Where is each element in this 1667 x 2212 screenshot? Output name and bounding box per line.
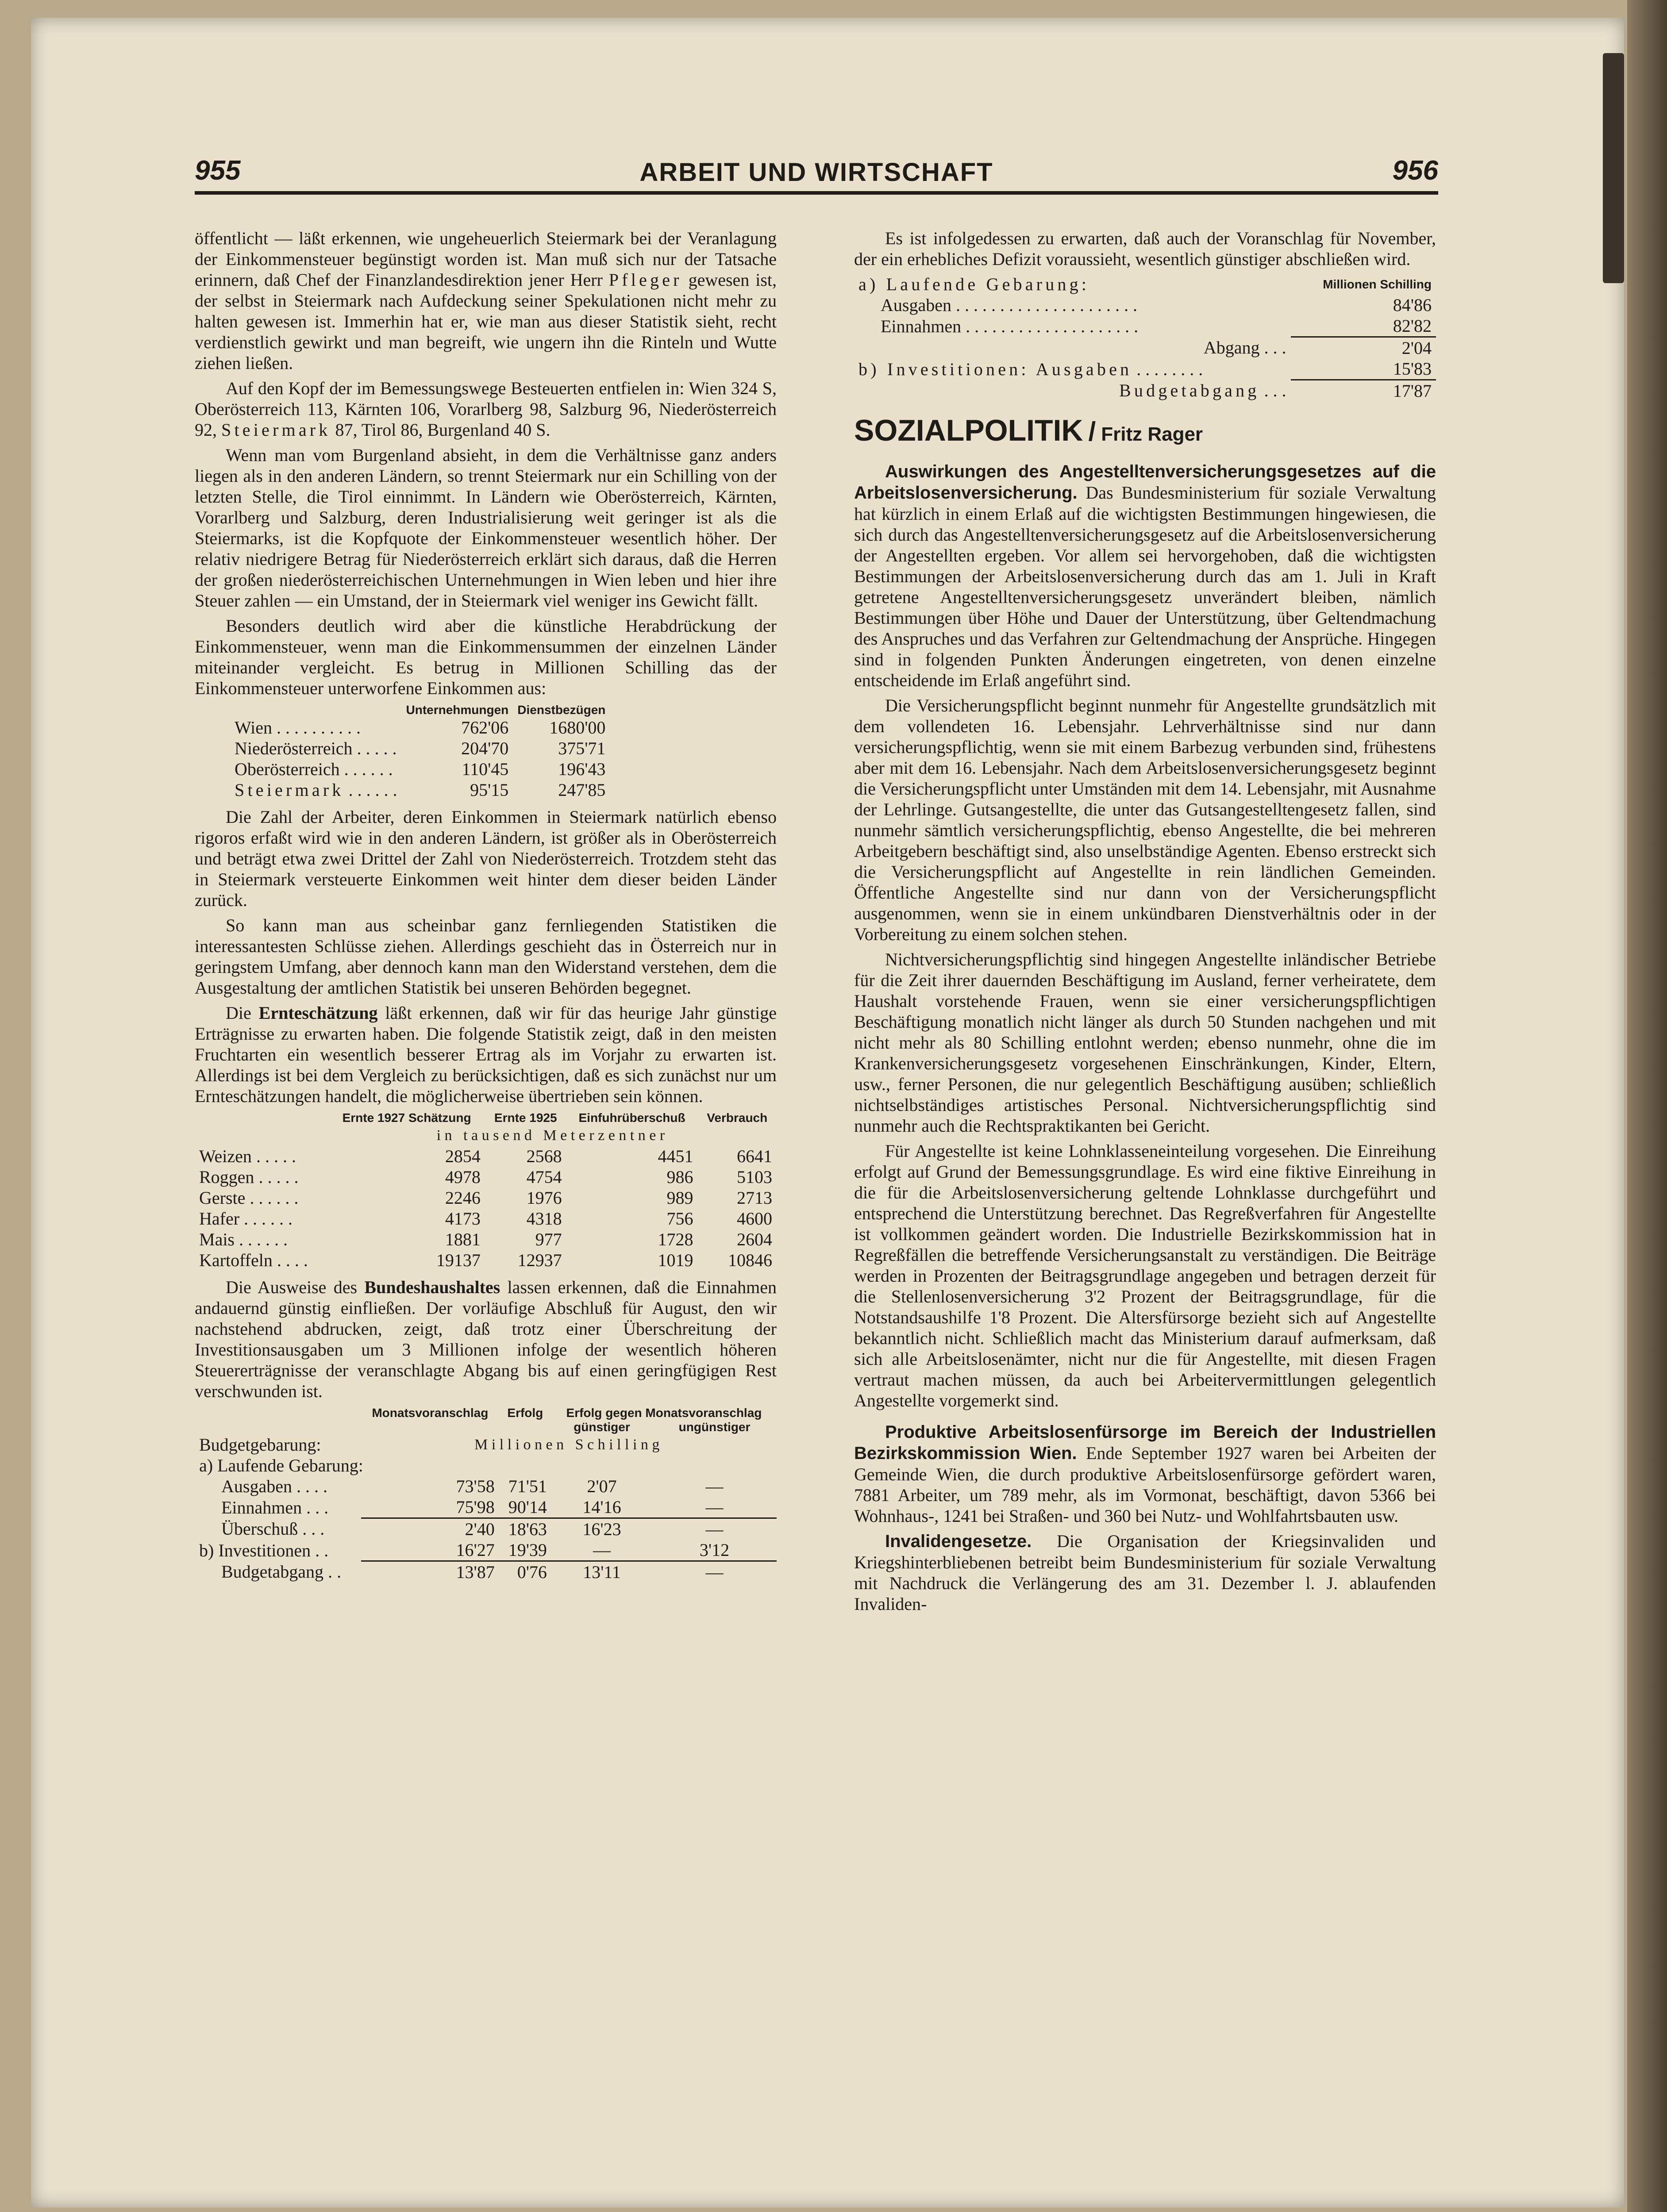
table-unit: Millionen Schilling	[474, 1436, 663, 1453]
paragraph: Die Ausweise des Bundeshaushaltes lassen erkennen, daß die Einnahmen andauernd günstig einfließen. Der vorläufige Abschluß für August, den wir nachstehend abdrucken, zeigt, daß trotz einer Überschreitung der Investitionsausgaben um 3 Millionen infolge der wesentlich höheren Steuererträgnisse der veranschlagte Abgang bis auf einen geringfügigen Rest verschwunden ist.	[195, 1277, 777, 1401]
table-row: Einnahmen . . . . . . . . . . . . . . . . . . . . 82'82	[881, 316, 1432, 336]
section-title: SOZIALPOLITIK	[854, 414, 1083, 447]
table-row: Kartoffeln . . . . 19137 12937 1019 10846	[199, 1250, 772, 1270]
table-row: Mais . . . . . . 1881 977 1728 2604	[199, 1229, 772, 1249]
income-table	[230, 703, 610, 800]
budget-table	[195, 1406, 777, 1582]
binder-clip	[1603, 53, 1624, 283]
table-header: Ernte 1927 Schätzung	[342, 1111, 471, 1125]
journal-title: ARBEIT UND WIRTSCHAFT	[639, 158, 993, 187]
keyword-bundeshaushalt: Bundeshaushaltes	[364, 1277, 500, 1297]
table-row: Steiermark . . . . . . 95'15 247'85	[235, 780, 606, 800]
paragraph: Besonders deutlich wird aber die künstliche Herabdrückung der Einkommensteuer, wenn man die Einkommensummen der einzelnen Länder miteinander vergleicht. Es betrug in Millionen Schilling das der Einkommensteuer unterworfene Einkommen aus:	[195, 616, 777, 698]
table-row: Budgetabgang . . . 17'87	[854, 380, 1436, 402]
table-row: Abgang . . . 2'04	[854, 337, 1436, 359]
paragraph: Nichtversicherungspflichtig sind hingegen Angestellte inländischer Betriebe für die Zeit ihrer dauernden Beschäftigung im Ausland, ferner verheiratete, dem Haushalt vorstehende Frauen, wenn sie einer versicherungspflichtigen Beschäftigung monatlich nicht länger als durch 50 Stunden nachgehen und mit nicht mehr als 80 Schilling entlohnt werden; ebenso nunmehr, ohne die im Krankenversicherungsgesetz vorgesehenen Einschränkungen, Kinder, Eltern, usw., ferner Personen, die nur gelegentlich Beschäftigung ausüben; schließlich nichtselbständiges artistisches Personal. Nichtversicherungspflichtig sind nunmehr auch die Rechtspraktikanten bei Gericht.	[854, 949, 1436, 1136]
section-heading: SOZIALPOLITIK / Fritz Rager	[854, 414, 1203, 447]
november-budget-table	[854, 274, 1436, 401]
table-row: b) Investitionen . . 16'27 19'39 — 3'12	[199, 1540, 730, 1560]
harvest-table	[195, 1111, 777, 1271]
header-rule	[195, 191, 1438, 195]
table-row: Oberösterreich . . . . . . 110'45 196'43	[235, 759, 606, 779]
table-row: Budgetabgang . . 13'87 0'76 13'11 —	[195, 1561, 777, 1583]
paragraph: Für Angestellte ist keine Lohnklasseneinteilung vorgesehen. Die Einreihung erfolgt auf Grund der Bemessungsgrundlage. Es wird eine fiktive Einreihung in die für die Arbeitslosenversicherung geltende Lohnklasse durchgeführt und entsprechend die Unterstützung berechnet. Das Regreßverfahren für Angestellte ist vollkommen geändert worden. Die Industrielle Bezirkskommission hat in Regreßfällen die betreffende Versicherungsanstalt zu verständigen. Die Beiträge werden in Prozenten der Beitragsgrundlage angegeben und betragen derzeit für die Stellenlosenversicherung 3'2 Prozent der Beitragsgrundlage, für die Notstandsaushilfe 1'8 Prozent. Die Altersfürsorge bezieht sich auf Angestellte bekanntlich nicht. Schließlich macht das Ministerium darauf aufmerksam, daß sich alle Arbeitslosenämter, nicht nur die für Angestellte, mit diesen Fragen vertraut machen müssen, da auch bei Arbeitervermittlungen gelegentlich Angestellte vorgemerkt sind.	[854, 1141, 1436, 1410]
table-header: ungünstiger	[678, 1420, 751, 1434]
paragraph: So kann man aus scheinbar ganz fernliegenden Statistiken die interessantesten Schlüsse ziehen. Allerdings geschieht das in Österreich nur in geringstem Umfang, aber dennoch kann man den Widerstand verstehen, dem die Ausgestaltung der amtlichen Statistik bei unseren Behörden begegnet.	[195, 915, 777, 998]
paragraph: Auswirkungen des Angestelltenversicherungsgesetzes auf die Arbeitslosenversicherung. Das Bundesministerium für soziale Verwaltung hat kürzlich in einem Erlaß auf die wichtigsten Bestimmungen hingewiesen, die sich durch das Angestelltenversicherungsgesetz auf die Arbeitslosenversicherung der Angestellten ergeben. Vor allem sei hervorgehoben, daß die wichtigsten Bestimmungen der Arbeitslosenversicherung durch das am 1. Juli in Kraft getretene Angestelltenversicherungsgesetz unverändert bleiben, nämlich Bestimmungen über Höhe und Dauer der Unterstützung, über Geltendmachung des Anspruches und das Verfahren zur Geltendmachung der Ansprüche. Hingegen sind in folgenden Punkten Änderungen eingetreten, von denen einzelne entscheidende im Erlaß angeführt sind.	[854, 462, 1436, 690]
keyword-ernteschaetzung: Ernteschätzung	[258, 1003, 378, 1023]
table-row: Roggen . . . . . 4978 4754 986 5103	[199, 1167, 772, 1187]
subheading: Auswirkungen des Angestelltenversicherungsgesetzes auf die Arbeitslosenversicherung.	[854, 462, 1436, 503]
table-unit: Millionen Schilling	[1323, 277, 1432, 291]
table-row: Überschuß . . . 2'40 18'63 16'23 —	[195, 1518, 777, 1540]
section-author: Fritz Rager	[1101, 423, 1203, 445]
table-header: günstiger	[574, 1420, 630, 1434]
paragraph: Es ist infolgedessen zu erwarten, daß auch der Voranschlag für November, der ein erhebliches Defizit voraussieht, wesentlich günstiger abschließen wird.	[854, 228, 1436, 269]
table-label: a) Laufende Gebarung:	[859, 274, 1090, 294]
steiermark-spaced: Steiermark	[221, 420, 331, 440]
paragraph: Produktive Arbeitslosenfürsorge im Bereich der Industriellen Bezirkskommission Wien. Ende September 1927 waren bei Arbeiten der Gemeinde Wien, die durch produktive Arbeitslosenfürsorge gefördert waren, 7881 Arbeiter, um 789 mehr, als im Vormonat, beschäftigt, davon 5366 bei Wohnhaus-, 1241 bei Straßen- und 360 bei Nutz- und Wohlfahrtsbauten usw.	[854, 1422, 1436, 1526]
table-label: a) Laufende Gebarung:	[199, 1455, 363, 1475]
paragraph: Wenn man vom Burgenland absieht, in dem die Verhältnisse ganz anders liegen als in den anderen Ländern, so trennt Steiermark nur ein Schilling von der letzten Stelle, die Tirol einnimmt. In Ländern wie Oberösterreich, Kärnten, Vorarlberg und Salzburg, deren Industrialisierung weit geringer ist als die Steiermarks, ist die Kopfquote der Einkommensteuer wesentlich höher. Der relativ niedrigere Betrag für Niederösterreich erklärt sich daraus, daß die Herren der großen niederösterreichischen Unternehmungen in Wien leben und hier ihre Steuer zahlen — ein Umstand, der in Steiermark viel weniger ins Gewicht fällt.	[195, 445, 777, 611]
table-header: Monatsvoranschlag	[372, 1406, 489, 1420]
subheading: Produktive Arbeitslosenfürsorge im Bereich der Industriellen Bezirkskommission Wien.	[854, 1422, 1436, 1463]
table-unit: in tausend Meterzentner	[436, 1127, 669, 1144]
subheading: Invalidengesetze.	[885, 1532, 1032, 1551]
table-header: Dienstbezügen	[517, 703, 606, 717]
table-header: Einfuhrüberschuß	[578, 1111, 685, 1125]
table-row: Wien . . . . . . . . . . 762'06 1680'00	[235, 718, 606, 737]
table-row: Weizen . . . . . 2854 2568 4451 6641	[199, 1146, 772, 1166]
left-column	[195, 228, 777, 1589]
paragraph: Invalidengesetze. Die Organisation der Kriegsinvaliden und Kriegshinterbliebenen betreibt beim Bundesministerium für soziale Verwaltung mit Nachdruck die Verlängerung des am 31. Dezember l. J. ablaufenden Invaliden-	[854, 1531, 1436, 1614]
table-row: Ausgaben . . . . . . . . . . . . . . . . . . . . . 84'86	[881, 295, 1432, 315]
scan-background-edge	[1627, 0, 1667, 2212]
page-header	[195, 155, 1438, 195]
paragraph: Auf den Kopf der im Bemessungswege Besteuerten entfielen in: Wien 324 S, Oberösterreich 113, Kärnten 106, Vorarlberg 98, Salzburg 96, Niederösterreich 92, Steiermark 87, Tirol 86, Burgenland 40 S.	[195, 378, 777, 440]
name-pfleger: Pfleger	[608, 270, 682, 290]
paragraph: Die Ernteschätzung läßt erkennen, daß wir für das heurige Jahr günstige Erträgnisse zu erwarten haben. Die folgende Statistik zeigt, daß in den meisten Fruchtarten ein wesentlich besserer Ertrag als im Vorjahr zu erwarten ist. Allerdings ist bei dem Vergleich zu berücksichtigen, daß es sich zunächst nur um Ernteschätzungen handelt, die möglicherweise übertrieben sein können.	[195, 1003, 777, 1106]
paragraph: Die Zahl der Arbeiter, deren Einkommen in Steiermark natürlich ebenso rigoros erfaßt wird wie in den anderen Ländern, ist größer als in Oberösterreich und beträgt etwa zwei Drittel der Zahl von Niederösterreich. Trotzdem steht das in Steiermark versteuerte Einkommen weit hinter dem dieser beiden Länder zurück.	[195, 807, 777, 910]
table-header: Unternehmungen	[406, 703, 509, 717]
table-header: Erfolg gegen Monatsvoranschlag	[566, 1406, 762, 1420]
table-label: Budgetgebarung:	[199, 1435, 321, 1455]
paragraph: öffentlicht — läßt erkennen, wie ungeheuerlich Steiermark bei der Veranlagung der Einkommensteuer begünstigt worden ist. Man muß sich nur der Tatsache erinnern, daß Chef der Finanzlandesdirektion jener Herr Pfleger gewesen ist, der selbst in Steiermark nach Aufdeckung seiner Spekulationen nicht mehr zu halten gewesen ist. Immerhin hat er, wie man aus dieser Statistik sieht, recht verdienstlich gewirkt und man begreift, wie ungern ihn die Rinteln und Wutte ziehen ließen.	[195, 228, 777, 373]
table-header: Erfolg	[507, 1406, 543, 1420]
table-header: Ernte 1925	[494, 1111, 557, 1125]
table-row: b) Investitionen: Ausgaben . . . . . . . . 15'83	[859, 359, 1432, 379]
paragraph: Die Versicherungspflicht beginnt nunmehr für Angestellte grundsätzlich mit dem vollendeten 16. Lebensjahr. Lehrverhältnisse sind nur dann versicherungspflichtig, wenn sie mit einem Barbezug verbunden sind, frühestens aber mit dem 16. Lebensjahr. Nach dem Arbeitslosenversicherungsgesetz beginnt die Versicherungspflicht unter Umständen mit dem 14. Lebensjahr, mit Ausnahme der Lehrlinge. Gutsangestellte, die unter das Gutsangestelltengesetz fallen, sind nunmehr sämtlich versicherungspflichtig, ebenso Angestellte, die bei mehreren Arbeitgebern beschäftigt sind, also unselbständige Agenten. Ebenso erstreckt sich die Versicherungspflicht auf Angestellte in rein ländlichen Gemeinden. Öffentliche Angestellte sind nur dann von der Versicherungspflicht ausgenommen, wenn sie in einem unkündbaren Dienstverhältnis oder in der Vorbereitung zu einem solchen stehen.	[854, 695, 1436, 944]
table-row: Niederösterreich . . . . . 204'70 375'71	[235, 738, 606, 758]
page-number-right: 956	[1392, 155, 1438, 186]
page-number-left: 955	[195, 155, 241, 186]
table-row: Gerste . . . . . . 2246 1976 989 2713	[199, 1188, 772, 1208]
right-column	[854, 228, 1436, 1619]
table-row: Ausgaben . . . . 73'58 71'51 2'07 —	[221, 1476, 724, 1496]
table-row: Hafer . . . . . . 4173 4318 756 4600	[199, 1209, 772, 1229]
table-row: Einnahmen . . . 75'98 90'14 14'16 —	[221, 1497, 724, 1517]
table-header: Verbrauch	[707, 1111, 768, 1125]
